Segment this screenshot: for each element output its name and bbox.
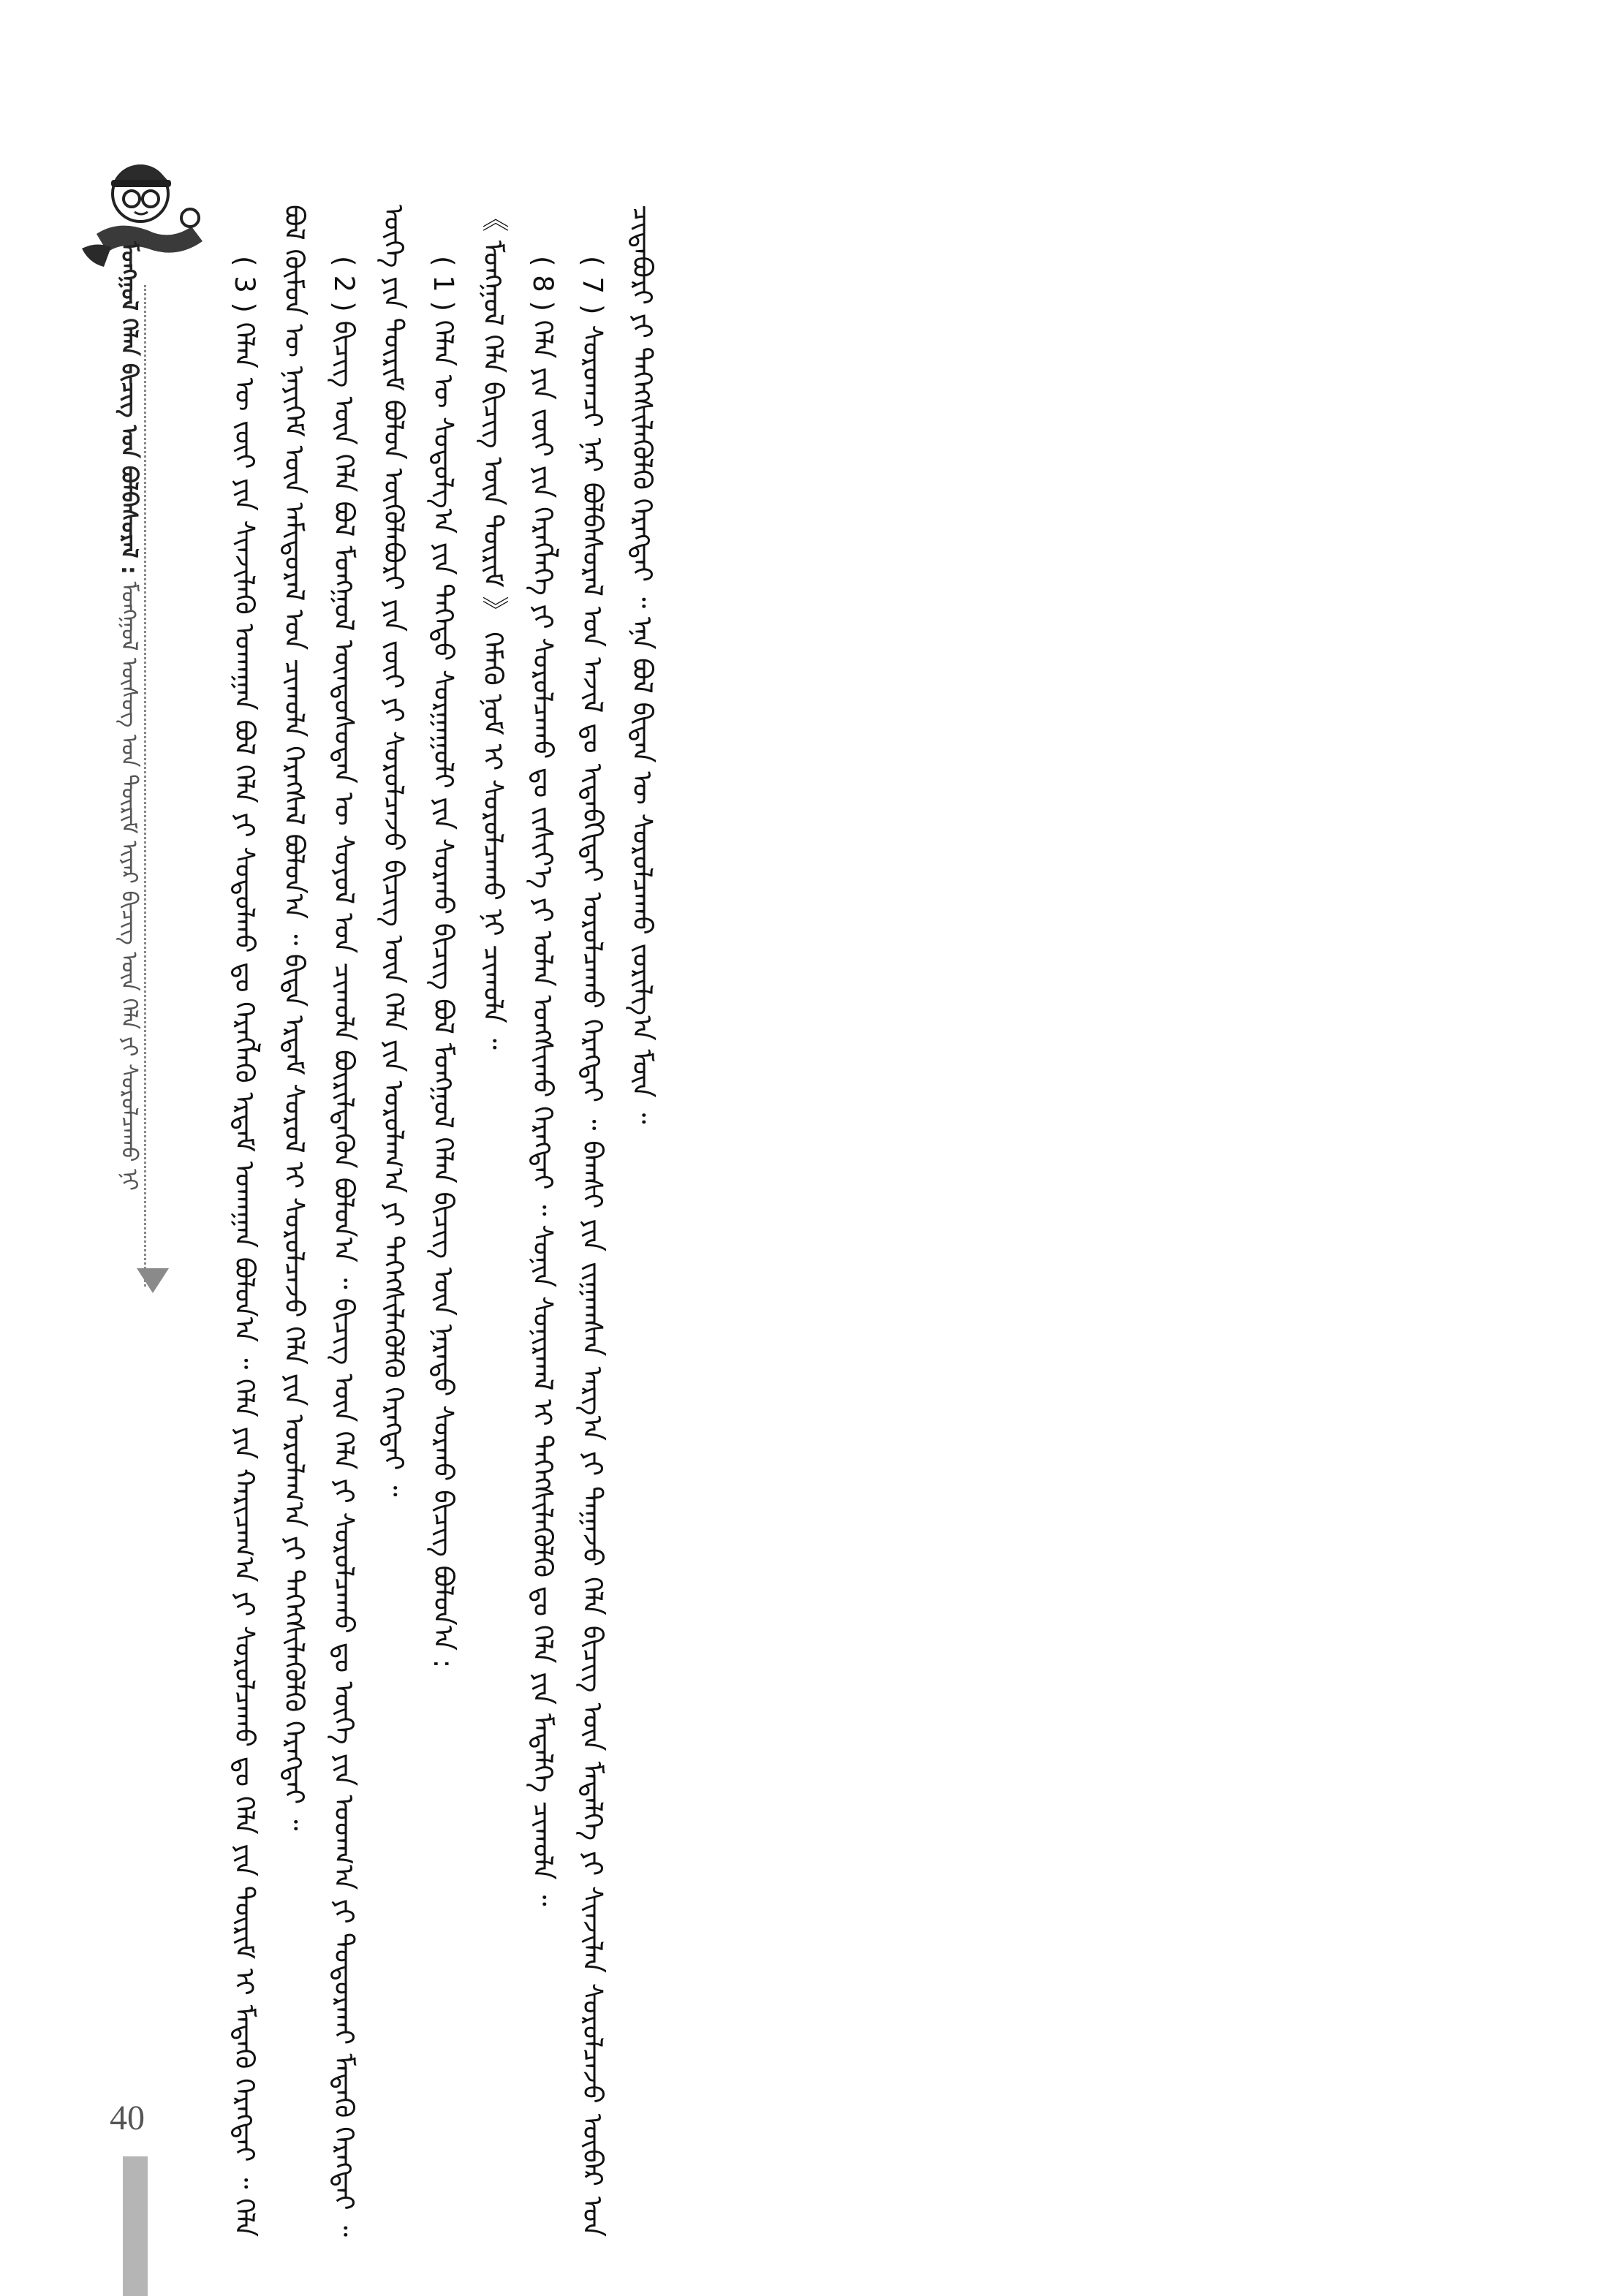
body-text — [219, 205, 1462, 2237]
paragraph-marker: ( 1 ) — [428, 256, 459, 311]
paragraph-1 — [418, 205, 468, 2237]
paragraph-2 — [319, 205, 418, 2237]
quoted-title-line — [468, 205, 518, 2237]
paragraph-text: ᠬᠡᠯᠡᠨ ᠦ ᠰᠤᠳᠤᠯᠭ᠎ᠠ ᠶᠢᠨ ᠳᠡᠭᠡᠳᠦ ᠰᠤᠷᠭᠠᠭᠤᠯᠢ ᠶᠢᠨ ᠰᠤᠷᠬᠤ ᠪᠢᠴᠢᠭ ᠪᠣᠯ ᠮᠣᠩᠭᠣᠯ ᠬᠡᠯᠡᠨ ᠪᠢᠴᠢᠭ ᠦᠨ ᠨᠡᠷᠡᠲᠦ ᠰᠤᠷᠬᠤ ᠪᠢᠴᠢᠭ ᠪᠣᠯᠤᠨ᠎ᠠ : — [428, 319, 459, 1669]
running-header — [110, 241, 154, 1279]
paragraph-text: ᠬᠡᠯᠡᠨ ᠦ ᠵᠦᠢ ᠶᠢᠨ ᠰᠢᠨᠵᠢᠯᠡᠬᠦ ᠤᠬᠠᠭᠠᠨ ᠪᠣᠯ ᠬᠡᠯᠡ ᠶᠢ ᠰᠤᠳᠤᠯᠬᠤ ᠳᠤ ᠬᠡᠷᠡᠭᠯᠡᠬᠦ ᠡᠷᠳᠡᠮ ᠤᠬᠠᠭᠠᠨ ᠪᠣᠯᠤᠨ᠎ᠠ ᠃ ᠬᠡᠯᠡ ᠶᠢᠨ ᠬᠠᠷᠢᠴᠠᠭ᠎ᠠ ᠶᠢ ᠰᠤᠷᠤᠯᠴᠠᠬᠤ ᠳᠤ ᠬᠡᠯᠡ ᠶᠢᠨ ᠳᠦᠷᠢᠮ ᠢ ᠮᠡᠳᠡᠬᠦ ᠬᠡᠷᠡᠭᠲᠡᠢ ᠃ ᠬᠡᠯᠡ ᠪᠣᠯ ᠬᠦᠮᠦᠨ ᠦ ᠨᠡᠶᠢᠭᠡᠮ ᠦᠨ ᠠᠮᠢᠳᠤᠷᠠᠯ ᠤᠨ ᠴᠢᠬᠤᠯᠠ ᠬᠡᠷᠡᠭᠰᠡᠯ ᠪᠣᠯᠤᠨ᠎ᠠ ᠃ ᠪᠢᠳᠡ ᠡᠷᠳᠡᠮ ᠰᠤᠷᠤᠯ ᠢ ᠰᠤᠷᠤᠯᠴᠠᠵᠤ ᠬᠡᠯᠡ ᠶᠢᠨ ᠤᠷᠤᠯᠠᠭ᠎ᠠ ᠶᠢ ᠳᠡᠭᠡᠭᠰᠢᠯᠡᠭᠦᠯᠬᠦ ᠬᠡᠷᠡᠭᠲᠡᠢ ᠃ — [229, 205, 310, 2237]
arrow-down-icon — [137, 1268, 169, 1293]
paragraph-marker: ( 8 ) — [527, 256, 559, 311]
running-header-subtitle: ᠮᠣᠩᠭᠣᠯ ᠦᠰᠦᠭ ᠤᠨ ᠳᠦᠷᠢᠮ ᠢᠶᠡᠷ ᠪᠢᠴᠢᠭ᠌ ᠦᠨ ᠬᠡᠯᠡ ᠶᠢ ᠰᠤᠷᠤᠯᠴᠠᠬᠤ ᠨᠢ — [116, 581, 142, 1191]
paragraph-text: ᠪᠢᠴᠢᠭ ᠦᠨ ᠬᠡᠯᠡ ᠪᠣᠯ ᠮᠣᠩᠭᠣᠯ ᠦᠨᠳᠦᠰᠦᠲᠡᠨ ᠦ ᠰᠣᠶᠣᠯ ᠤᠨ ᠴᠢᠬᠤᠯᠠ ᠪᠦᠷᠢᠯᠳᠡᠬᠦᠨ ᠪᠣᠯᠤᠨ᠎ᠠ ᠃ ᠪᠢᠴᠢᠭ ᠦᠨ ᠬᠡᠯᠡ ᠶᠢ ᠰᠤᠷᠤᠯᠴᠠᠬᠤ ᠳᠤ ᠦᠭᠡ ᠶᠢᠨ ᠤᠳᠬ᠎ᠠ ᠶᠢ ᠲᠣᠳᠣᠷᠬᠠᠢ ᠮᠡᠳᠡᠬᠦ ᠬᠡᠷᠡᠭᠲᠡᠢ ᠃ ᠦᠭᠡ ᠶᠢᠨ ᠳᠦᠷᠢᠮ ᠪᠣᠯᠤᠨ ᠦᠭᠦᠯᠡᠪᠦᠷᠢ ᠶᠢᠨ ᠵᠦᠢ ᠶᠢ ᠰᠤᠷᠤᠯᠴᠠᠵᠤ ᠪᠢᠴᠢᠭ ᠦᠨ ᠬᠡᠯᠡ ᠶᠢᠨ ᠤᠷᠤᠯᠠᠭ᠎ᠠ ᠶᠢ ᠳᠡᠭᠡᠭᠰᠢᠯᠡᠭᠦᠯᠬᠦ ᠬᠡᠷᠡᠭᠲᠡᠢ ᠃ — [328, 205, 409, 2237]
paragraph-text: ᠰᠤᠷᠤᠭᠴᠢ ᠨᠠᠷ ᠪᠣᠯᠪᠠᠰᠤᠷᠠᠯ ᠤᠨ ᠠᠵᠢᠯ ᠳᠤ ᠢᠳᠡᠪᠬᠢᠲᠡᠢ ᠣᠷᠣᠯᠴᠠᠬᠤ ᠬᠡᠷᠡᠭᠲᠡᠢ ᠃ ᠪᠠᠭᠰᠢ ᠶᠢᠨ ᠵᠢᠭᠠᠭᠰᠠᠨ ᠠᠷᠭ᠎ᠠ ᠶᠢ ᠳᠠᠭᠠᠵᠤ ᠬᠡᠯᠡ ᠪᠢᠴᠢᠭ ᠦᠨ ᠮᠡᠳᠡᠯᠭᠡ ᠶᠢ ᠰᠢᠨᠵᠢᠯᠡᠨ ᠰᠤᠷᠤᠯᠴᠠᠵᠤ ᠦᠪᠡᠷ ᠤᠨ ᠴᠢᠳᠠᠪᠤᠷᠢ ᠶᠢ ᠳᠡᠭᠡᠭᠰᠢᠯᠡᠭᠦᠯᠬᠦ ᠬᠡᠷᠡᠭᠲᠡᠢ ᠃ ᠡᠨᠡ ᠪᠣᠯ ᠪᠢᠳᠡᠨ ᠦ ᠰᠤᠷᠤᠯᠴᠠᠬᠤ ᠵᠣᠷᠢᠯᠭ᠎ᠠ ᠮᠥᠨ ᠃ — [577, 205, 658, 2237]
paragraph-text: 《 ᠮᠣᠩᠭᠣᠯ ᠬᠡᠯᠡ ᠪᠢᠴᠢᠭ ᠦᠨ ᠳᠦᠷᠢᠮ 》 ᠬᠡᠮᠡᠬᠦ ᠨᠣᠮ ᠢ ᠰᠤᠷᠤᠯᠴᠠᠬᠤ ᠨᠢ ᠴᠢᠬᠤᠯᠠ ᠃ — [477, 205, 509, 1050]
running-header-title: ᠮᠣᠩᠭᠣᠯ ᠬᠡᠯᠡᠨ ᠪᠢᠴᠢᠭ ᠤᠨ ᠪᠣᠯᠪᠠᠰᠤᠷᠠᠯ : — [116, 241, 142, 575]
paragraph-3 — [219, 205, 319, 2237]
page-number: 40 — [110, 2099, 145, 2137]
dotted-divider — [144, 285, 146, 1287]
paragraph-marker: ( 3 ) — [229, 256, 260, 313]
paragraph-text: ᠬᠡᠯᠡ ᠶᠢᠨ ᠵᠦᠢ ᠶᠢᠨ ᠬᠡᠷᠡᠭᠯᠡᠭᠡ ᠶᠢ ᠰᠤᠷᠤᠯᠴᠠᠬᠤ ᠳᠤ ᠵᠢᠱᠢᠶ᠎ᠡ ᠶᠢ ᠣᠯᠠᠨ ᠤᠩᠰᠢᠬᠤ ᠬᠡᠷᠡᠭᠲᠡᠢ ᠃ ᠰᠣᠨᠢᠨ ᠰᠣᠨᠢᠷᠬᠠᠯ ᠢ ᠳᠡᠭᠡᠭᠰᠢᠯᠡᠭᠦᠯᠬᠦ ᠳᠤ ᠬᠡᠯᠡ ᠶᠢᠨ ᠮᠡᠳᠡᠯᠭᠡ ᠴᠢᠬᠤᠯᠠ ᠃ — [527, 319, 559, 1906]
paragraph-7 — [567, 205, 667, 2237]
paragraph-marker: ( 2 ) — [328, 256, 360, 312]
paragraph-marker: ( 7 ) — [577, 256, 608, 315]
page-edge-tab — [123, 2156, 148, 2296]
paragraph-8 — [518, 205, 567, 2237]
